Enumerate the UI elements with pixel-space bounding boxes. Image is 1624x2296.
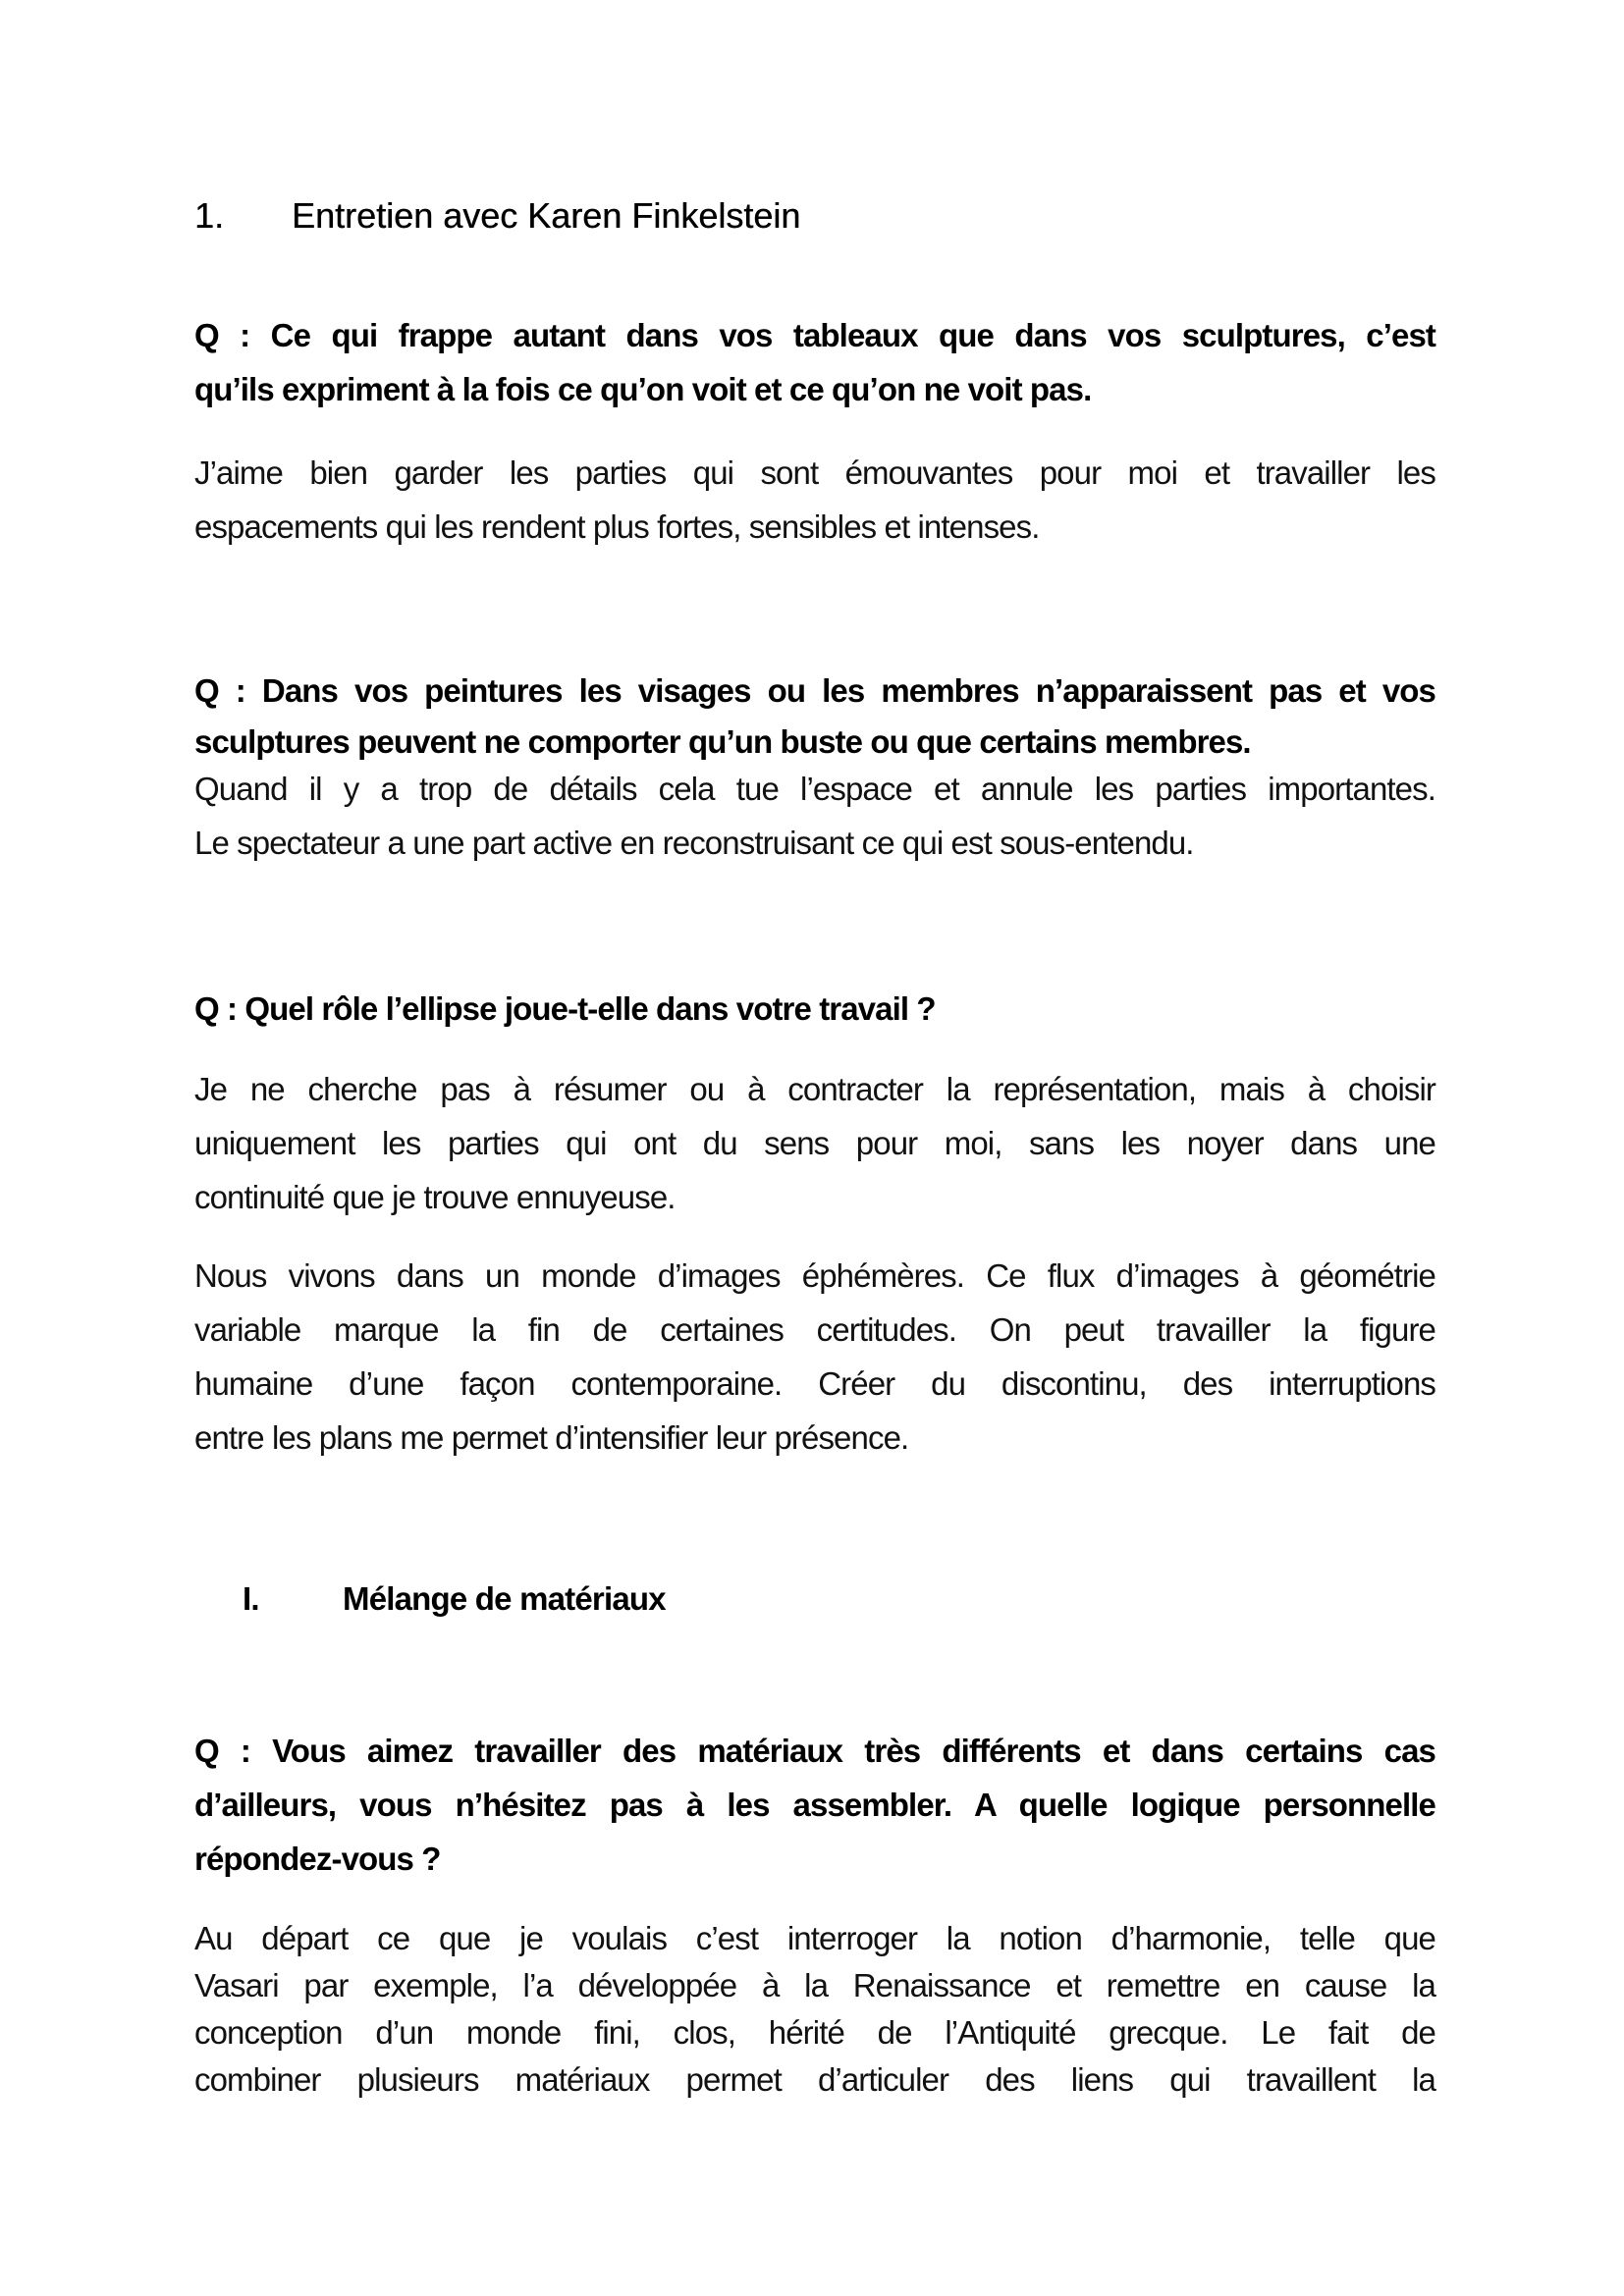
question-1-line-2: qu’ils expriment à la fois ce qu’on voit et ce qu’on ne voit pas. bbox=[194, 371, 1092, 407]
question-4-line-3: répondez-vous ? bbox=[194, 1841, 441, 1877]
answer-4-line-3: humaine d’une façon contemporaine. Créer du discontinu, des interruptions bbox=[194, 1365, 1435, 1402]
question-3-line-1: Q : Quel rôle l’ellipse joue-t-elle dans votre travail ? bbox=[194, 990, 936, 1027]
question-4-line-1: Q : Vous aimez travailler des matériaux très différents et dans certains cas bbox=[194, 1733, 1435, 1769]
answer-2-line-1: Quand il y a trop de détails cela tue l’espace et annule les parties importantes. bbox=[194, 771, 1435, 807]
answer-4-line-2: variable marque la fin de certaines certitudes. On peut travailler la figure bbox=[194, 1311, 1435, 1348]
answer-1-line-1: J’aime bien garder les parties qui sont émouvantes pour moi et travailler les bbox=[194, 454, 1435, 491]
heading-number: 1. bbox=[194, 195, 225, 236]
answer-4-line-1: Nous vivons dans un monde d’images éphémères. Ce flux d’images à géométrie bbox=[194, 1257, 1435, 1294]
answer-4-line-4: entre les plans me permet d’intensifier leur présence. bbox=[194, 1419, 909, 1456]
question-2-line-1: Q : Dans vos peintures les visages ou les membres n’apparaissent pas et vos bbox=[194, 672, 1435, 709]
answer-3-line-2: uniquement les parties qui ont du sens pour moi, sans les noyer dans une bbox=[194, 1125, 1435, 1161]
section-heading bbox=[243, 1579, 666, 1619]
question-4-line-2: d’ailleurs, vous n’hésitez pas à les assembler. A quelle logique personnelle bbox=[194, 1787, 1435, 1823]
answer-5-line-1: Au départ ce que je voulais c’est interroger la notion d’harmonie, telle que bbox=[194, 1920, 1435, 1956]
interview-heading bbox=[194, 194, 800, 238]
heading-title: Entretien avec Karen Finkelstein bbox=[292, 195, 801, 236]
section-title: Mélange de matériaux bbox=[343, 1580, 666, 1617]
answer-5-line-3: conception d’un monde fini, clos, hérité de l’Antiquité grecque. Le fait de bbox=[194, 2014, 1435, 2051]
answer-2-line-2: Le spectateur a une part active en reconstruisant ce qui est sous-entendu. bbox=[194, 825, 1194, 861]
question-1-line-1: Q : Ce qui frappe autant dans vos tableaux que dans vos sculptures, c’est bbox=[194, 317, 1435, 353]
answer-5-line-2: Vasari par exemple, l’a développée à la Renaissance et remettre en cause la bbox=[194, 1967, 1435, 2003]
section-number: I. bbox=[243, 1580, 259, 1617]
answer-3-line-1: Je ne cherche pas à résumer ou à contracter la représentation, mais à choisir bbox=[194, 1071, 1435, 1107]
answer-3-line-3: continuité que je trouve ennuyeuse. bbox=[194, 1179, 676, 1215]
question-2-line-2: sculptures peuvent ne comporter qu’un buste ou que certains membres. bbox=[194, 723, 1251, 760]
answer-1-line-2: espacements qui les rendent plus fortes, sensibles et intenses. bbox=[194, 508, 1040, 545]
answer-5-line-4: combiner plusieurs matériaux permet d’articuler des liens qui travaillent la bbox=[194, 2061, 1435, 2098]
